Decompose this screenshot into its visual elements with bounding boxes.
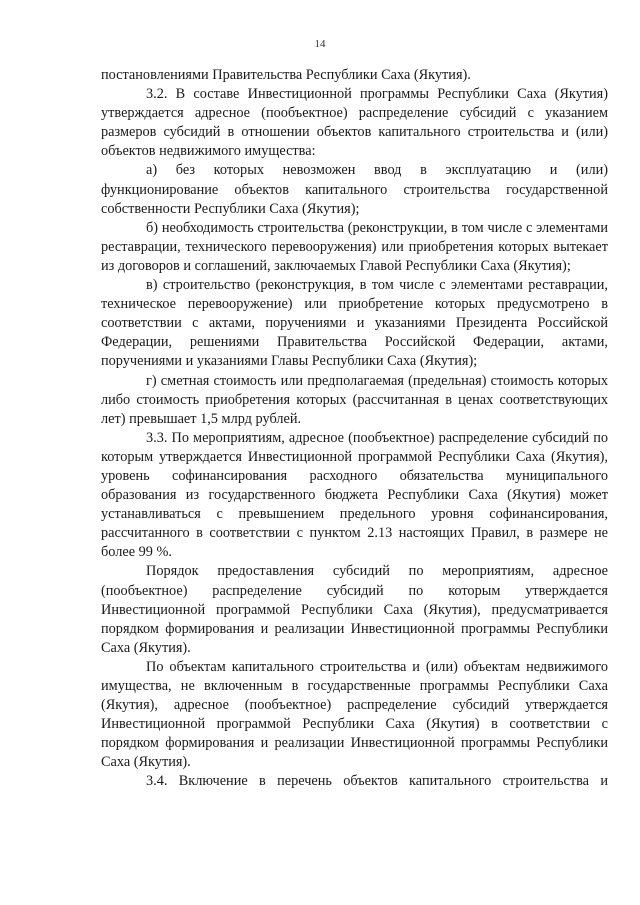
- paragraph-item-v: в) строительство (реконструкция, в том числе с элементами реставрации, техническое перевооружение) или приобретение которых предусмотрено в соответствии с актами, поручениями и указаниями Президента Российской Федерации, решениями Правительства Российской Федерации, актами, поручениями и указаниями Главы Республики Саха (Якутия);: [101, 277, 608, 370]
- paragraph-objects: По объектам капитального строительства и (или) объектам недвижимого имущества, не включенным в государственные программы Республики Саха (Якутия), адресное (пообъектное) распределение субсидий утверждается Инвестиционной программой Республики Саха (Якутия) в соответствии с порядком формирования и реализации Инвестиционной программы Республики Саха (Якутия).: [101, 658, 608, 771]
- paragraph-item-b: б) необходимость строительства (реконструкции, в том числе с элементами реставрации, технического перевооружения) или приобретения которых вытекает из договоров и соглашений, заключаемых Главой Республики Саха (Якутия);: [101, 219, 608, 274]
- paragraph-item-a: а) без которых невозможен ввод в эксплуатацию и (или) функционирование объектов капитального строительства государственной собственности Республики Саха (Якутия);: [101, 162, 608, 217]
- paragraph-3-2: 3.2. В составе Инвестиционной программы Республики Саха (Якутия) утверждается адресное (пообъектное) распределение субсидий с указанием размеров субсидий в отношении объектов капитального строительства и (или) объектов недвижимого имущества:: [101, 86, 608, 160]
- paragraph-procedure: Порядок предоставления субсидий по мероприятиям, адресное (пообъектное) распределение субсидий по которым утверждается Инвестиционной программой Республики Саха (Якутия), предусматривается порядком формирования и реализации Инвестиционной программы Республики Саха (Якутия).: [101, 563, 608, 656]
- paragraph-3-3: 3.3. По мероприятиям, адресное (пообъектное) распределение субсидий по которым утверждается Инвестиционной программой Республики Саха (Якутия), уровень софинансирования расходного обязательства муниципального образования из государственного бюджета Республики Саха (Якутия) может устанавливаться с превышением предельного уровня софинансирования, рассчитанного в соответствии с пунктом 2.13 настоящих Правил, в размере не более 99 %.: [101, 429, 608, 561]
- page-number: 14: [314, 38, 326, 50]
- document-body: [101, 66, 608, 792]
- paragraph-continuation: постановлениями Правительства Республики Саха (Якутия).: [101, 67, 471, 83]
- paragraph-item-g: г) сметная стоимость или предполагаемая (предельная) стоимость которых либо стоимость приобретения которых (рассчитанная в ценах соответствующих лет) превышает 1,5 млрд рублей.: [101, 372, 608, 427]
- paragraph-3-4: 3.4. Включение в перечень объектов капитального строительства и: [146, 773, 608, 790]
